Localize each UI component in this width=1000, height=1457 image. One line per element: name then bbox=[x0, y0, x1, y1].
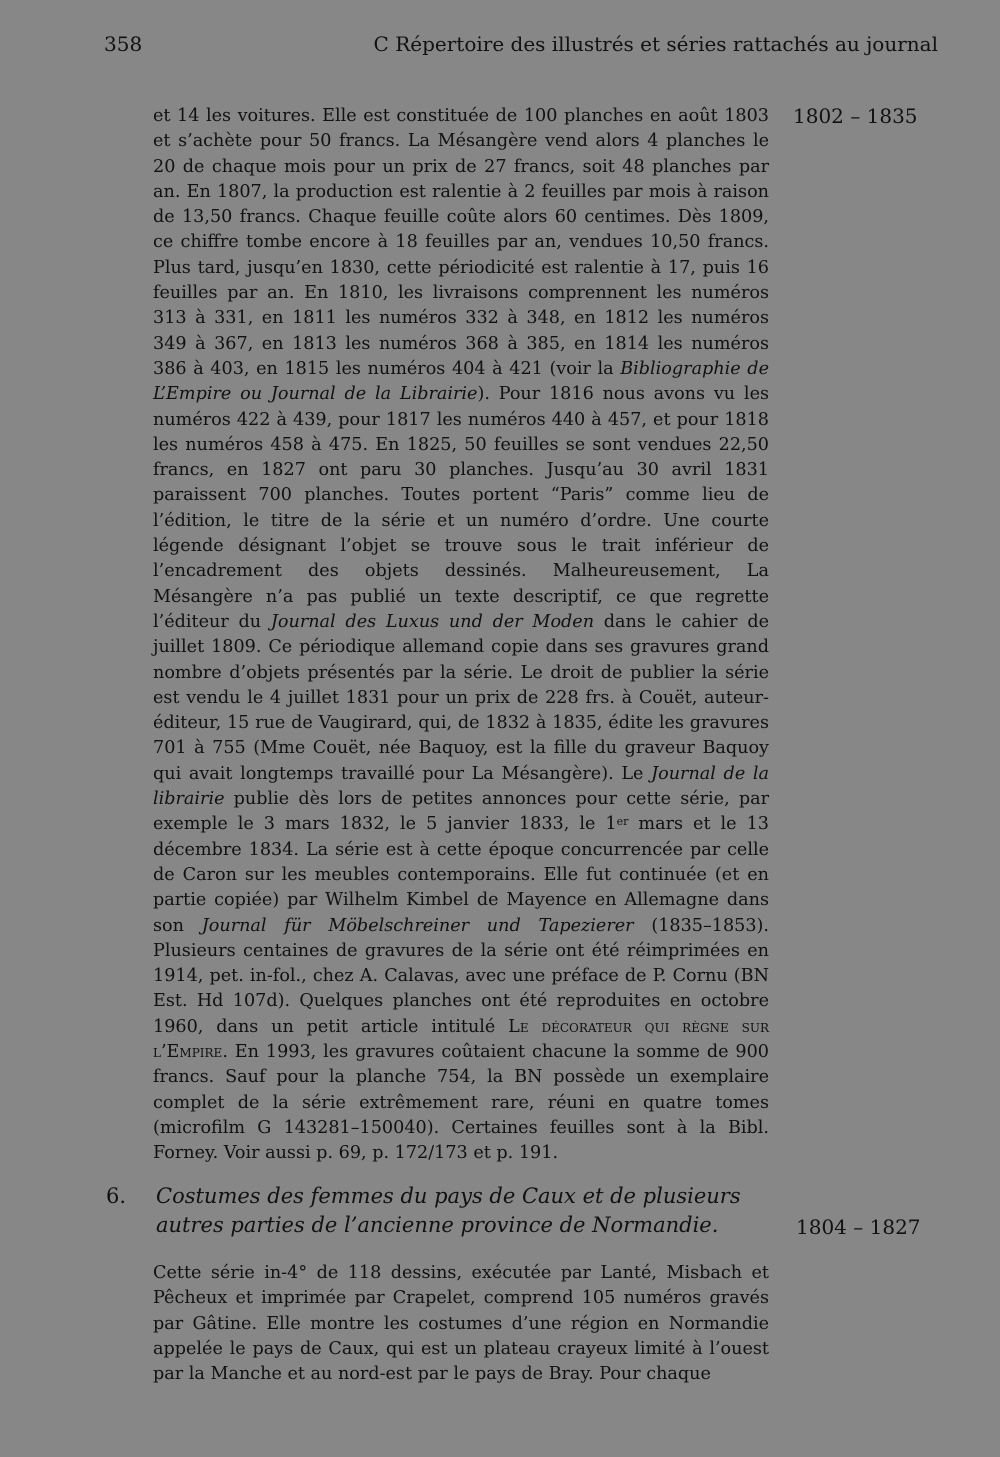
entry-title: Costumes des femmes du pays de Caux et de plusieurs autres parties de l’ancienne province de Normandie. bbox=[156, 1184, 741, 1237]
italic-text: Bibliographie de L’Empire ou Journal de la Librairie bbox=[153, 358, 769, 405]
text-run: ). Pour 1816 nous avons vu les numéros 422 à 439, pour 1817 les numéros 440 à 457, et pour 1818 les numéros 458 à 475. En 1825, 50 feuilles se sont vendues 22,50 francs, en 1827 ont paru 30 planches. Jusqu’au 30 avril 1831 paraissent 700 planches. Toutes portent “Paris” comme lieu de l’édition, le titre de la série et un numéro d’ordre. Une courte légende désignant l’objet se trouve sous le trait inférieur de l’encadrement des objets dessinés. Malheureusement, La Mésangère n’a pas publié un texte descriptif, ce que regrette l’éditeur du bbox=[153, 384, 770, 632]
running-head: C Répertoire des illustrés et séries rattachés au journal bbox=[373, 32, 938, 56]
text-run: dans le cahier de juillet 1809. Ce périodique allemand copie dans ses gravures grand nombre d’objets présentés par la série. Le droit de publier la série est vendu le 4 juillet 1831 pour un prix de 228 frs. à Couët, auteur-éditeur, 15 rue de Vaugirard, qui, de 1832 à 1835, édite les gravures 701 à 755 (Mme Couët, née Baquoy, est la fille du graveur Baquoy qui avait longtemps travaillé pour La Mésangère). Le bbox=[153, 611, 769, 784]
page-number: 358 bbox=[104, 32, 143, 56]
smallcaps-text: Le décorateur qui règne sur l’Empire bbox=[153, 1016, 770, 1062]
italic-text: Journal de la librairie bbox=[153, 763, 769, 810]
text-run: . En 1993, les gravures coûtaient chacune la somme de 900 francs. Sauf pour la planche 754, la BN possède un exemplaire complet de la série extrêmement rare, réuni en quatre tomes (microfilm G 143281–150040). Certaines feuilles sont à la Bibl. Forney. Voir aussi p. 69, p. 172/173 et p. 191. bbox=[153, 1041, 769, 1164]
body-paragraph bbox=[153, 104, 769, 1166]
text-run: mars et le 13 décembre 1834. La série est à cette époque concurrencée par celle de Caron sur les meubles contemporains. Elle fut continuée (et en partie copiée) par Wilhelm Kimbel de Mayence en Allemagne dans son bbox=[153, 814, 769, 936]
text-run: Cette série in-4° de 118 dessins, exécutée par Lanté, Misbach et Pêcheux et imprimée par Crapelet, comprend 105 numéros gravés par Gâtine. Elle montre les costumes d’une région en Normandie appelée le pays de Caux, qui est un plateau crayeux limité à l’ouest par la Manche et au nord-est par le pays de Bray. Pour chaque bbox=[153, 1263, 769, 1385]
entry-number: 6. bbox=[106, 1184, 127, 1208]
text-run: publie dès lors de petites annonces pour cette série, par exemple le 3 mars 1832, le 5 janvier 1833, le 1 bbox=[153, 789, 769, 835]
italic-text: Journal für Möbelschreiner und Tapezierer bbox=[201, 915, 634, 936]
entry-date-range: 1802 – 1835 bbox=[793, 104, 918, 128]
body-paragraph bbox=[153, 1261, 769, 1387]
entry-date-range: 1804 – 1827 bbox=[796, 1215, 921, 1239]
italic-text: Journal des Luxus und der Moden bbox=[270, 611, 595, 632]
superscript-text: er bbox=[616, 815, 629, 829]
text-run: (1835–1853). Plusieurs centaines de gravures de la série ont été réimprimées en 1914, pet. in-fol., chez A. Calavas, avec une préface de P. Cornu (BN Est. Hd 107d). Quelques planches ont été reproduites en octobre 1960, dans un petit article intitulé bbox=[153, 915, 770, 1037]
text-run: et 14 les voitures. Elle est constituée de 100 planches en août 1803 et s’achète pour 50 francs. La Mésangère vend alors 4 planches le 20 de chaque mois pour un prix de 27 francs, soit 48 planches par an. En 1807, la production est ralentie à 2 feuilles par mois à raison de 13,50 francs. Chaque feuille coûte alors 60 centimes. Dès 1809, ce chiffre tombe encore à 18 feuilles par an, vendues 10,50 francs. Plus tard, jusqu’en 1830, cette périodicité est ralentie à 17, puis 16 feuilles par an. En 1810, les livraisons comprennent les numéros 313 à 331, en 1811 les numéros 332 à 348, en 1812 les numéros 349 à 367, en 1813 les numéros 368 à 385, en 1814 les numéros 386 à 403, en 1815 les numéros 404 à 421 (voir la bbox=[153, 106, 769, 379]
page-header bbox=[104, 32, 938, 62]
